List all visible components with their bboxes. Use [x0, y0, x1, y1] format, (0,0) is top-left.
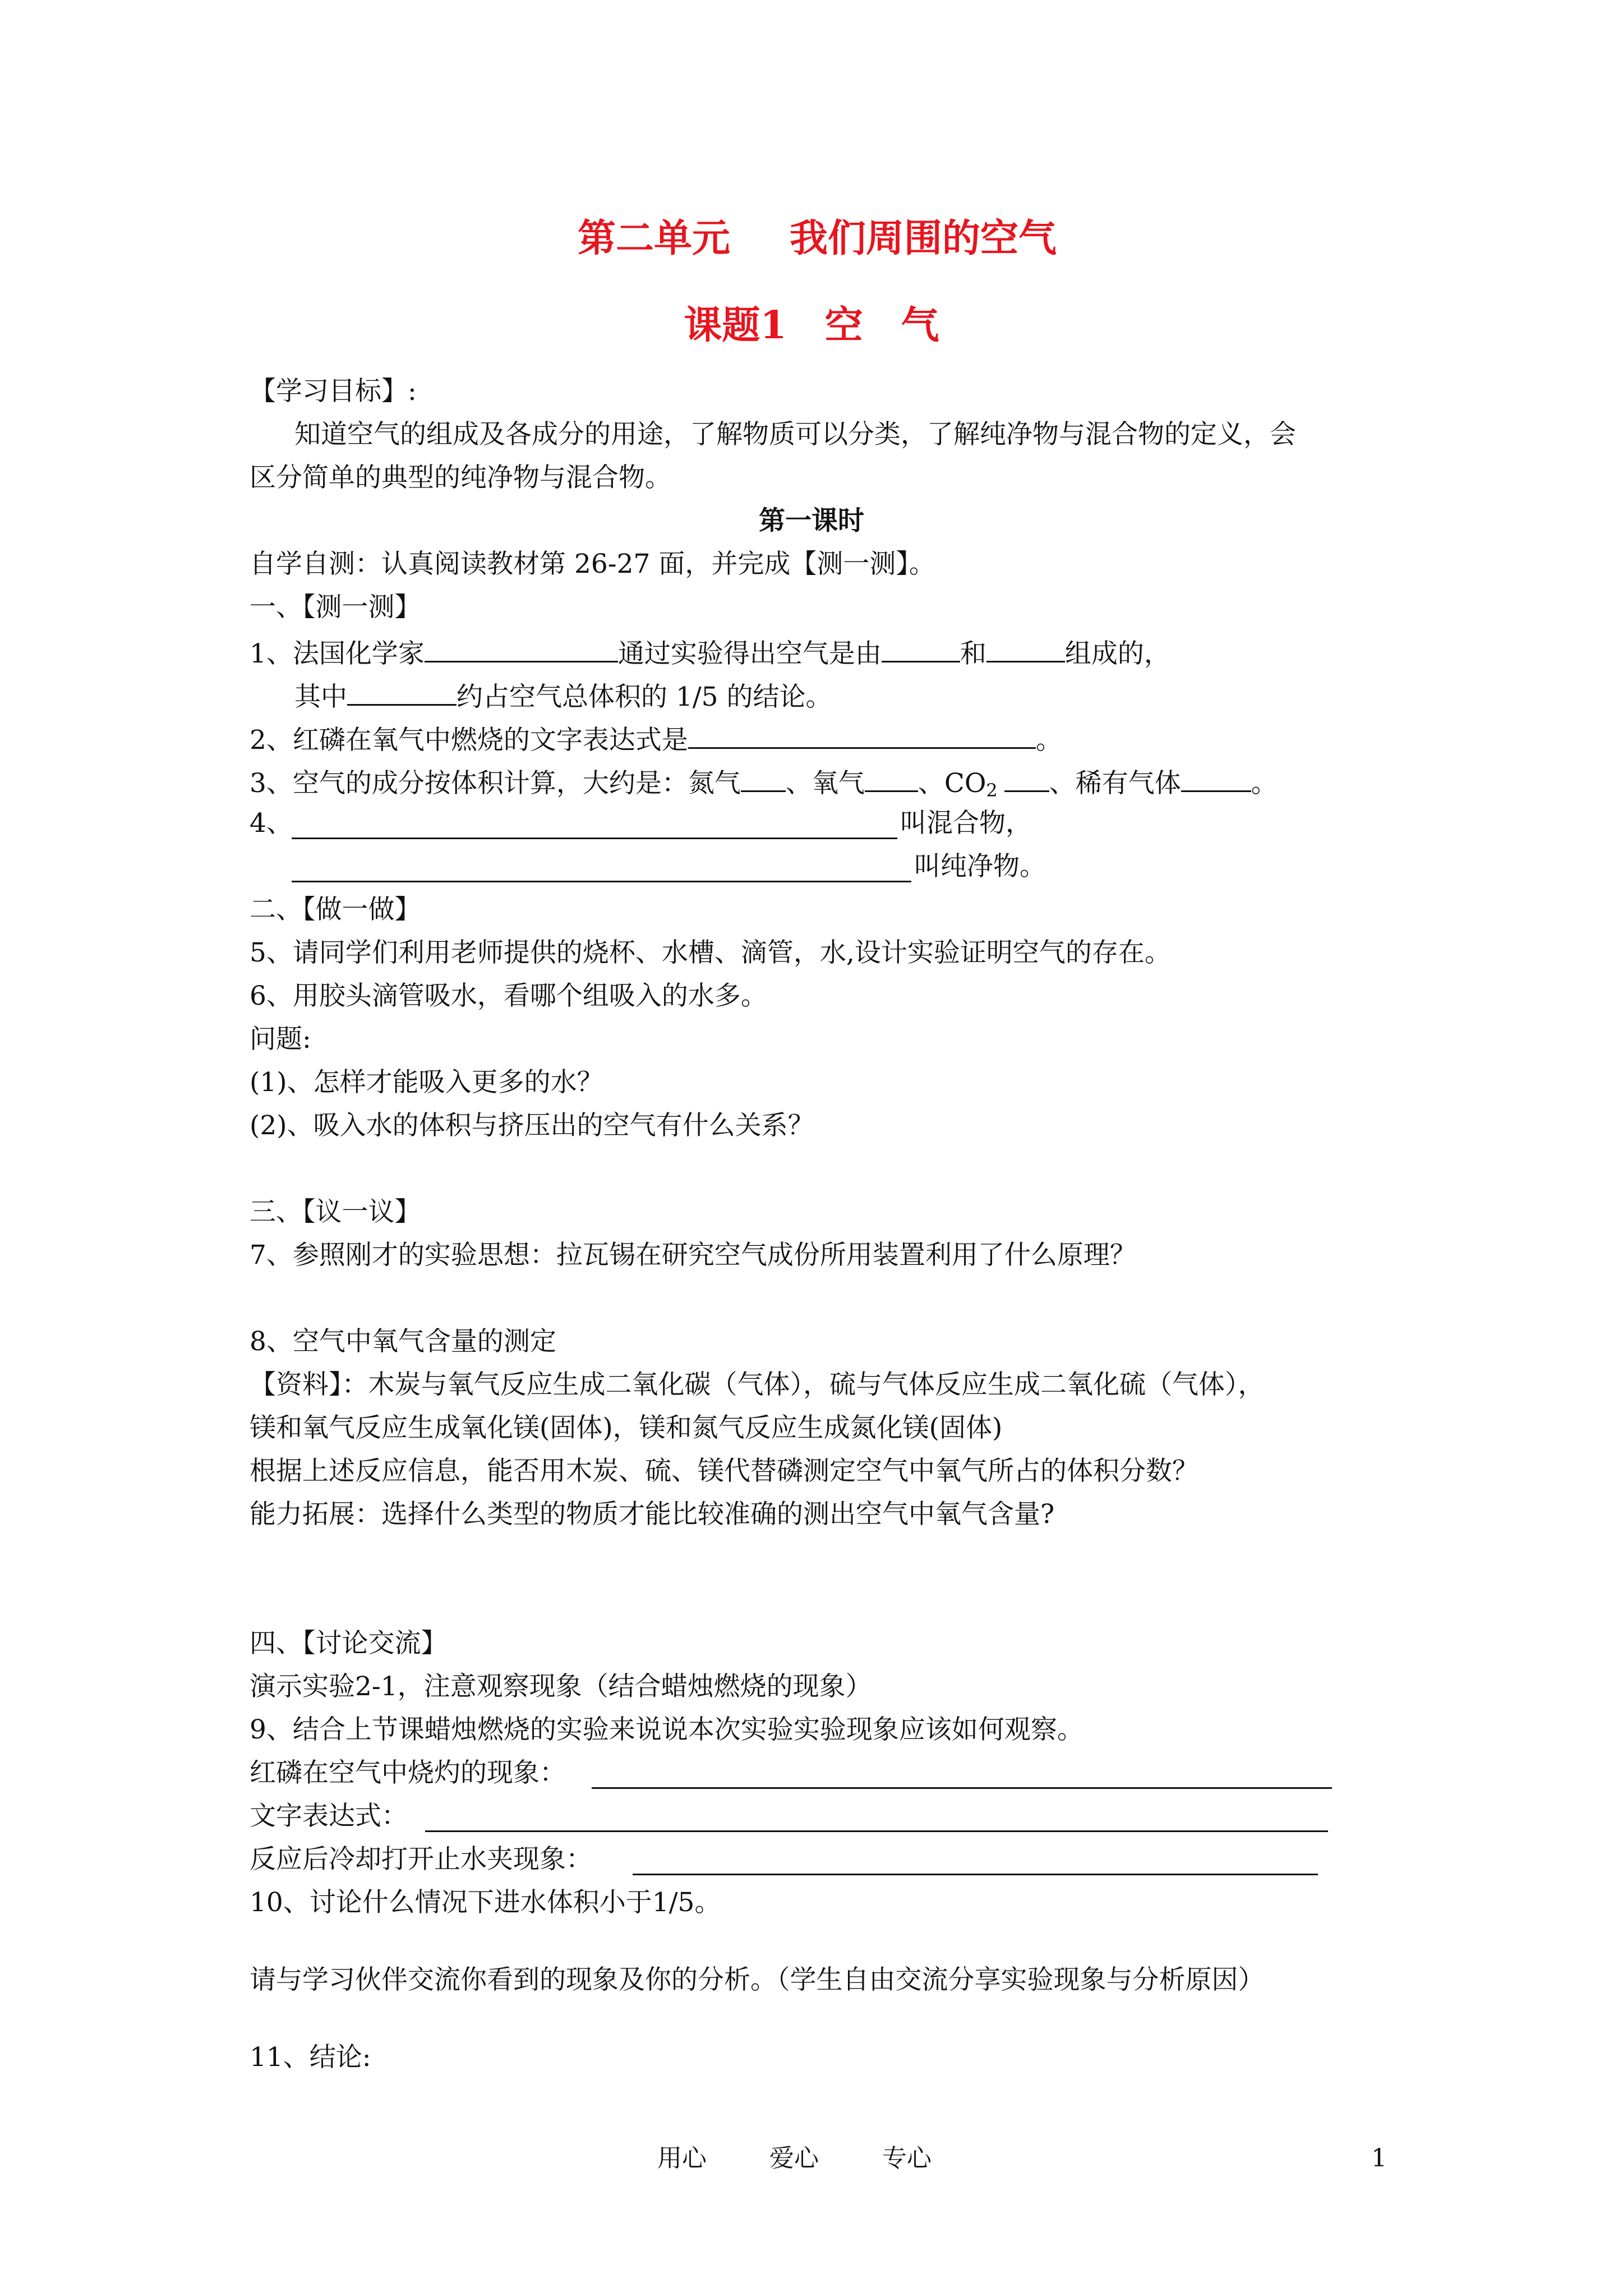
question-2 — [250, 720, 1062, 757]
question-9: 9、结合上节课蜡烛燃烧的实验来说说本次实验实验现象应该如何观察。 — [250, 1714, 1083, 1745]
question-8: 8、空气中氧气含量的测定 — [250, 1326, 556, 1357]
oxygen-blank[interactable] — [865, 763, 918, 792]
question-10: 10、讨论什么情况下进水体积小于1/5。 — [250, 1887, 721, 1918]
after-reaction-label: 反应后冷却打开止水夹现象： — [250, 1844, 592, 1875]
self-study-instruction: 自学自测：认真阅读教材第 26-27 面，并完成【测一测】。 — [250, 549, 935, 579]
q3-text-a: 3、空气的成分按体积计算，大约是：氮气 — [250, 768, 741, 799]
fraction-gas-blank[interactable] — [347, 677, 457, 706]
footer-slogan-1: 用心 — [657, 2144, 707, 2173]
share-instruction: 请与学习伙伴交流你看到的现象及你的分析。（学生自由交流分享实验现象与分析原因） — [250, 1964, 1265, 1995]
footer-slogan-3: 专心 — [882, 2144, 932, 2173]
co2-subscript: 2 — [986, 780, 998, 801]
sub-question-1: (1)、怎样才能吸入更多的水？ — [250, 1067, 603, 1098]
question-7: 7、参照刚才的实验思想：拉瓦锡在研究空气成份所用装置利用了什么原理？ — [250, 1240, 1136, 1271]
q2-text-a: 2、红磷在氧气中燃烧的文字表达式是 — [250, 725, 688, 756]
q3-text-d: 、稀有气体 — [1049, 768, 1181, 799]
ability-extension: 能力拓展：选择什么类型的物质才能比较准确的测出空气中氧气含量? — [250, 1499, 1055, 1530]
q2-text-b: 。 — [1035, 725, 1062, 756]
mixture-definition-blank[interactable] — [292, 838, 897, 839]
demo-experiment: 演示实验2-1，注意观察现象（结合蜡烛燃烧的现象） — [250, 1671, 872, 1702]
substitute-question: 根据上述反应信息，能否用木炭、硫、镁代替磷测定空气中氧气所占的体积分数？ — [250, 1456, 1198, 1487]
question-3 — [250, 763, 1278, 807]
question-label: 问题: — [250, 1024, 311, 1055]
material-line1: 【资料】：木炭与氧气反应生成二氧化碳（气体），硫与气体反应生成二氧化硫（气体）， — [250, 1369, 1265, 1400]
material-line2: 镁和氧气反应生成氧化镁(固体)，镁和氮气反应生成氮化镁(固体) — [250, 1412, 1003, 1443]
q1-text-c: 和 — [960, 638, 986, 669]
phenomenon-label: 红磷在空气中烧灼的现象： — [250, 1757, 566, 1788]
question-4-prefix: 4、 — [250, 808, 293, 839]
after-reaction-blank[interactable] — [633, 1874, 1318, 1875]
expression-label: 文字表达式： — [250, 1801, 408, 1832]
mixture-label: 叫混合物， — [900, 808, 1032, 839]
q3-text-c: 、CO — [917, 768, 986, 799]
objectives-text-line1: 知道空气的组成及各成分的用途，了解物质可以分类，了解纯净物与混合物的定义，会 — [294, 419, 1296, 450]
q3-text-b: 、氧气 — [785, 768, 865, 799]
session-title: 第一课时 — [759, 505, 864, 536]
expression-blank[interactable] — [425, 1830, 1328, 1832]
question-1-line1 — [250, 634, 1170, 671]
q1-text-f: 约占空气总体积的 1/5 的结论。 — [457, 682, 832, 712]
question-6: 6、用胶头滴管吸水，看哪个组吸入的水多。 — [250, 981, 767, 1011]
phenomenon-blank[interactable] — [592, 1787, 1332, 1789]
lesson-title: 课题1 空 气 — [684, 303, 939, 348]
page-number: 1 — [1371, 2144, 1387, 2173]
footer-slogan-2: 爱心 — [769, 2144, 819, 2173]
question-1-line2 — [294, 677, 832, 714]
question-5: 5、请同学们利用老师提供的烧杯、水槽、滴管，水,设计实验证明空气的存在。 — [250, 937, 1171, 968]
unit-title: 第二单元 — [578, 216, 731, 261]
chemist-blank[interactable] — [425, 634, 618, 662]
rare-gas-blank[interactable] — [1181, 763, 1251, 792]
section4-heading: 四、【讨论交流】 — [250, 1628, 448, 1659]
q1-text-d: 组成的， — [1064, 638, 1170, 669]
section2-heading: 二、【做一做】 — [250, 894, 421, 925]
phosphorus-expression-blank[interactable] — [688, 720, 1036, 749]
topic-title: 我们周围的空气 — [790, 216, 1057, 261]
co2-blank[interactable] — [1004, 763, 1049, 792]
question-11: 11、结论: — [250, 2042, 371, 2073]
q1-text-a: 1、法国化学家 — [250, 638, 425, 669]
pure-substance-label: 叫纯净物。 — [914, 851, 1046, 882]
section3-heading: 三、【议一议】 — [250, 1197, 421, 1227]
component1-blank[interactable] — [882, 634, 960, 662]
q3-text-e: 。 — [1251, 768, 1278, 799]
objectives-heading: 【学习目标】: — [250, 376, 417, 407]
q1-text-b: 通过实验得出空气是由 — [617, 638, 882, 669]
component2-blank[interactable] — [986, 634, 1065, 662]
pure-substance-definition-blank[interactable] — [292, 881, 911, 882]
section1-heading: 一、【测一测】 — [250, 592, 421, 623]
sub-question-2: (2)、吸入水的体积与挤压出的空气有什么关系？ — [250, 1110, 814, 1141]
objectives-text-line2: 区分简单的典型的纯净物与混合物。 — [250, 462, 671, 493]
nitrogen-blank[interactable] — [741, 763, 786, 792]
q1-text-e: 其中 — [294, 682, 347, 712]
